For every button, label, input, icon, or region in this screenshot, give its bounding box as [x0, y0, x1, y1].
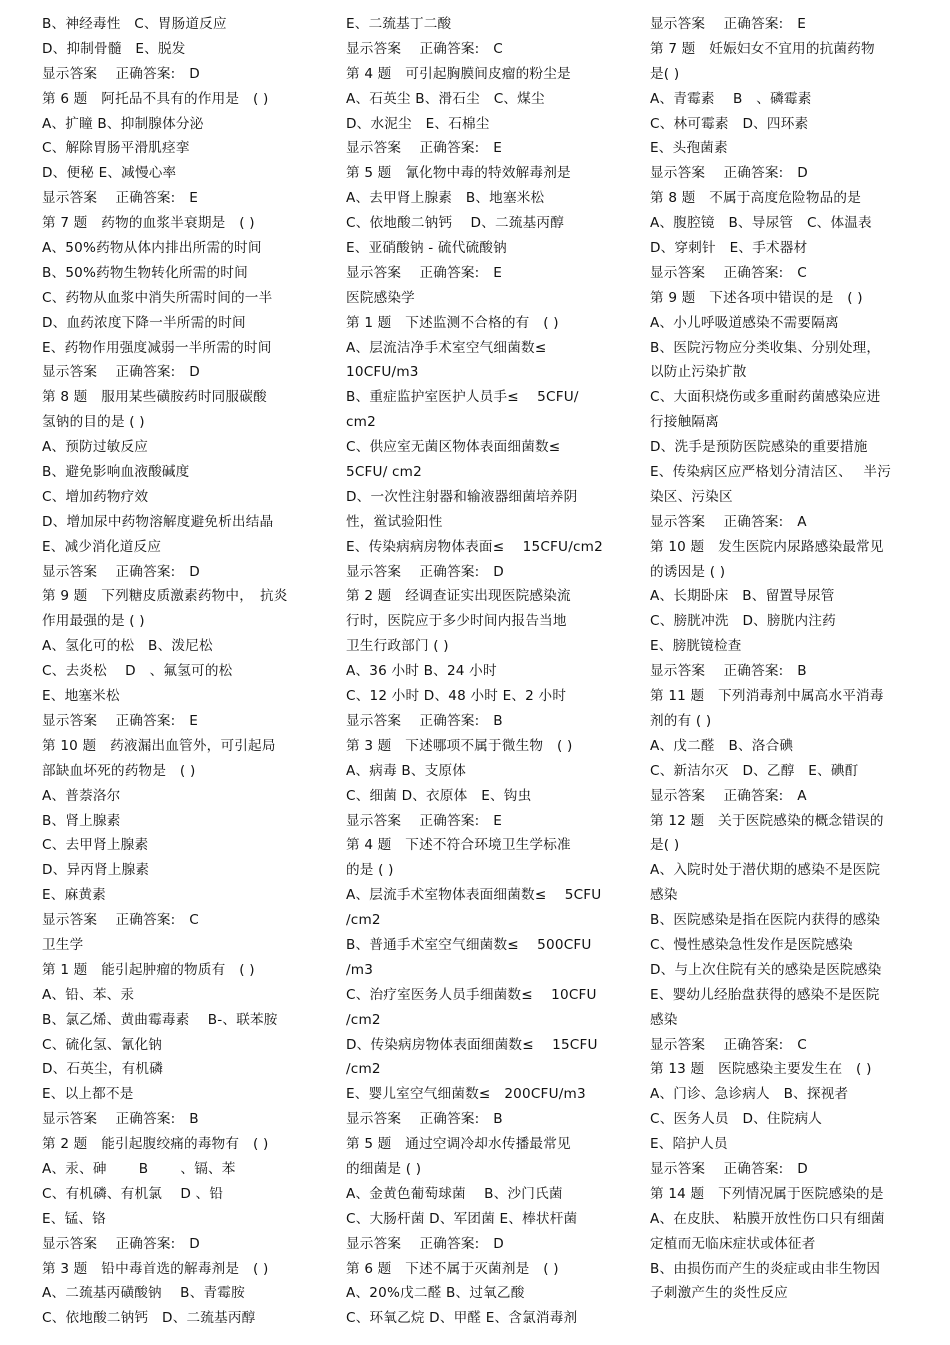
- text-line: B、50%药物生物转化所需的时间: [42, 264, 248, 281]
- text-line: E、亚硝酸钠 - 硫代硫酸钠: [346, 240, 507, 257]
- text-line: D、穿刺针 E、手术器材: [650, 240, 808, 257]
- text-line: 卫生行政部门 ( ): [346, 638, 449, 655]
- text-line: E、传染病区应严格划分清洁区、 半污: [650, 464, 892, 481]
- text-line: 第 7 题 药物的血浆半衰期是 ( ): [42, 215, 255, 232]
- text-line: 第 1 题 下述监测不合格的有 ( ): [346, 314, 559, 331]
- text-line: B、氯乙烯、黄曲霉毒素 B-、联苯胺: [42, 1011, 278, 1028]
- text-line: B、重症监护室医护人员手≤ 5CFU∕: [346, 389, 579, 406]
- text-line: A、汞、砷 B 、镉、苯: [42, 1160, 236, 1177]
- text-line: 第 5 题 通过空调冷却水传播最常见: [346, 1136, 571, 1153]
- text-line: A、青霉素 B 、磷霉素: [650, 90, 812, 107]
- text-line: B、医院污物应分类收集、分别处理，: [650, 339, 881, 356]
- text-line: B、避免影响血液酸碱度: [42, 464, 190, 481]
- text-line: A、50%药物从体内排出所需的时间: [42, 240, 262, 257]
- text-line: D、血药浓度下降一半所需的时间: [42, 314, 246, 331]
- text-line: E、头孢菌素: [650, 140, 728, 157]
- text-line: 行接触隔离: [650, 414, 719, 431]
- text-line: C、膀胱冲洗 D、膀胱内注药: [650, 613, 836, 630]
- text-line: 剂的有 ( ): [650, 712, 712, 729]
- text-line: 第 4 题 下述不符合环境卫生学标准: [346, 837, 571, 854]
- text-line: 显示答案 正确答案: E: [42, 190, 199, 207]
- text-line: C、大面积烧伤或多重耐药菌感染应进: [650, 389, 881, 406]
- text-line: B、肾上腺素: [42, 812, 121, 829]
- text-line: C、治疗室医务人员手细菌数≤ 10CFU: [346, 986, 597, 1003]
- text-line: A、病毒 B、支原体: [346, 762, 467, 779]
- text-line: 是( ): [650, 837, 680, 854]
- text-line: 以防止污染扩散: [650, 364, 747, 381]
- text-line: D、增加尿中药物溶解度避免析出结晶: [42, 513, 274, 530]
- text-line: 显示答案 正确答案: C: [650, 1036, 807, 1053]
- text-line: 显示答案 正确答案: D: [42, 364, 200, 381]
- text-line: 第 5 题 氰化物中毒的特效解毒剂是: [346, 165, 571, 182]
- text-line: D、异丙肾上腺素: [42, 862, 150, 879]
- text-line: A、戊二醛 B、洛合碘: [650, 737, 794, 754]
- text-line: D、传染病房物体表面细菌数≤ 15CFU: [346, 1036, 598, 1053]
- text-line: 第 10 题 发生医院内尿路感染最常见: [650, 538, 884, 555]
- text-line: B、医院感染是指在医院内获得的感染: [650, 912, 881, 929]
- text-line: 10CFU∕m3: [346, 364, 419, 381]
- text-line: 显示答案 正确答案: D: [346, 1235, 504, 1252]
- text-line: A、层流手术室物体表面细菌数≤ 5CFU: [346, 887, 602, 904]
- text-line: D、抑制骨髓 E、脱发: [42, 40, 186, 57]
- text-line: E、减少消化道反应: [42, 538, 162, 555]
- text-line: E、二巯基丁二酸: [346, 16, 452, 32]
- text-line: 显示答案 正确答案: E: [650, 16, 807, 32]
- text-line: ∕m3: [346, 961, 374, 978]
- text-line: 5CFU∕ cm2: [346, 464, 422, 481]
- text-line: 显示答案 正确答案: A: [650, 787, 807, 804]
- text-line: A、金黄色葡萄球菌 B、沙门氏菌: [346, 1185, 563, 1202]
- text-line: 第 7 题 妊娠妇女不宜用的抗菌药物: [650, 40, 875, 57]
- text-line: B、神经毒性 C、胃肠道反应: [42, 16, 227, 32]
- text-line: 感染: [650, 887, 678, 904]
- text-line: E、传染病病房物体表面≤ 15CFU∕cm2: [346, 538, 603, 555]
- text-line: 第 6 题 阿托品不具有的作用是 ( ): [42, 90, 269, 107]
- text-line: C、依地酸二钠钙 D、二巯基丙醇: [346, 215, 564, 232]
- text-line: A、普萘洛尔: [42, 787, 121, 804]
- text-line: B、由损伤而产生的炎症或由非生物因: [650, 1260, 881, 1277]
- text-line: E、锰、铬: [42, 1210, 106, 1227]
- text-line: ∕cm2: [346, 1011, 381, 1028]
- text-line: 显示答案 正确答案: D: [42, 563, 200, 580]
- text-line: 显示答案 正确答案: C: [42, 912, 199, 929]
- text-line: 作用最强的是 ( ): [42, 613, 145, 630]
- column-right: [650, 12, 942, 1306]
- text-line: 显示答案 正确答案: B: [650, 663, 807, 680]
- text-line: 第 1 题 能引起肿瘤的物质有 ( ): [42, 961, 255, 978]
- text-line: E、地塞米松: [42, 688, 120, 705]
- text-line: 是( ): [650, 65, 680, 82]
- text-line: 显示答案 正确答案: E: [346, 140, 503, 157]
- text-line: 显示答案 正确答案: C: [346, 40, 503, 57]
- text-line: C、林可霉素 D、四环素: [650, 115, 809, 132]
- text-line: 医院感染学: [346, 289, 415, 306]
- text-line: D、水泥尘 E、石棉尘: [346, 115, 490, 132]
- text-line: 显示答案 正确答案: D: [42, 65, 200, 82]
- text-line: 第 11 题 下列消毒剂中属高水平消毒: [650, 688, 884, 705]
- text-line: A、预防过敏反应: [42, 439, 149, 456]
- text-line: 行时，医院应于多少时间内报告当地: [346, 613, 567, 630]
- text-line: A、扩瞳 B、抑制腺体分泌: [42, 115, 204, 132]
- text-line: C、依地酸二钠钙 D、二巯基丙醇: [42, 1310, 256, 1327]
- text-line: 显示答案 正确答案: E: [42, 712, 199, 729]
- text-line: A、铅、苯、汞: [42, 986, 135, 1003]
- text-line: 定植而无临床症状或体征者: [650, 1235, 816, 1252]
- text-line: 第 6 题 下述不属于灭菌剂是 ( ): [346, 1260, 559, 1277]
- text-line: C、新洁尔灭 D、乙醇 E、碘酊: [650, 762, 859, 779]
- text-line: E、陪护人员: [650, 1136, 728, 1153]
- text-line: 第 9 题 下述各项中错误的是 ( ): [650, 289, 863, 306]
- text-line: 第 10 题 药液漏出血管外，可引起局: [42, 737, 276, 754]
- text-line: 显示答案 正确答案: B: [346, 1111, 503, 1128]
- text-line: 显示答案 正确答案: D: [42, 1235, 200, 1252]
- text-line: 第 8 题 不属于高度危险物品的是: [650, 190, 862, 207]
- text-line: 子刺激产生的炎性反应: [650, 1285, 788, 1302]
- column-middle: [346, 12, 638, 1331]
- column-left: [42, 12, 334, 1331]
- text-line: 的是 ( ): [346, 862, 394, 879]
- text-line: C、去甲肾上腺素: [42, 837, 149, 854]
- text-line: 感染: [650, 1011, 678, 1028]
- text-line: A、36 小时 B、24 小时: [346, 663, 497, 680]
- text-line: 显示答案 正确答案: E: [346, 264, 503, 281]
- text-line: 显示答案 正确答案: B: [346, 712, 503, 729]
- text-line: D、便秘 E、减慢心率: [42, 165, 177, 182]
- text-line: 显示答案 正确答案: C: [650, 264, 807, 281]
- text-line: 染区、污染区: [650, 488, 733, 505]
- text-line: 第 4 题 可引起胸膜间皮瘤的粉尘是: [346, 65, 571, 82]
- text-line: 第 8 题 服用某些磺胺药时同服碳酸: [42, 389, 267, 406]
- text-line: A、小儿呼吸道感染不需要隔离: [650, 314, 839, 331]
- text-line: 第 3 题 铅中毒首选的解毒剂是 ( ): [42, 1260, 269, 1277]
- text-line: E、药物作用强度减弱一半所需的时间: [42, 339, 272, 356]
- text-line: 第 13 题 医院感染主要发生在 ( ): [650, 1061, 872, 1078]
- text-line: C、细菌 D、衣原体 E、钩虫: [346, 787, 532, 804]
- text-line: E、婴儿室空气细菌数≤ 200CFU∕m3: [346, 1086, 586, 1103]
- text-line: cm2: [346, 414, 376, 431]
- text-line: D、与上次住院有关的感染是医院感染: [650, 961, 882, 978]
- text-line: E、膀胱镜检查: [650, 638, 742, 655]
- text-line: C、解除胃肠平滑肌痉挛: [42, 140, 190, 157]
- text-line: C、环氧乙烷 D、甲醛 E、含氯消毒剂: [346, 1310, 578, 1327]
- text-line: D、一次性注射器和输液器细菌培养阴: [346, 488, 578, 505]
- text-line: 部缺血坏死的药物是 ( ): [42, 762, 196, 779]
- text-line: 的细菌是 ( ): [346, 1160, 422, 1177]
- text-line: 显示答案 正确答案: A: [650, 513, 807, 530]
- text-line: E、婴幼儿经胎盘获得的感染不是医院: [650, 986, 880, 1003]
- text-line: 显示答案 正确答案: D: [650, 1160, 808, 1177]
- text-line: A、长期卧床 B、留置导尿管: [650, 588, 835, 605]
- text-line: 第 12 题 关于医院感染的概念错误的: [650, 812, 884, 829]
- text-line: E、以上都不是: [42, 1086, 134, 1103]
- text-line: 第 2 题 经调查证实出现医院感染流: [346, 588, 571, 605]
- text-line: 第 3 题 下述哪项不属于微生物 ( ): [346, 737, 573, 754]
- text-line: ∕cm2: [346, 1061, 381, 1078]
- text-line: 性，鲎试验阳性: [346, 513, 443, 530]
- text-line: A、氢化可的松 B、泼尼松: [42, 638, 213, 655]
- text-line: 显示答案 正确答案: B: [42, 1111, 199, 1128]
- text-line: C、硫化氢、氰化钠: [42, 1036, 163, 1053]
- text-line: C、增加药物疗效: [42, 488, 149, 505]
- text-line: E、麻黄素: [42, 887, 106, 904]
- text-line: C、药物从血浆中消失所需时间的一半: [42, 289, 273, 306]
- text-line: D、石英尘，有机磷: [42, 1061, 164, 1078]
- text-line: 显示答案 正确答案: D: [650, 165, 808, 182]
- text-line: C、慢性感染急性发作是医院感染: [650, 936, 853, 953]
- text-line: 第 14 题 下列情况属于医院感染的是: [650, 1185, 884, 1202]
- text-line: A、去甲肾上腺素 B、地塞米松: [346, 190, 545, 207]
- text-line: C、医务人员 D、住院病人: [650, 1111, 823, 1128]
- text-line: A、入院时处于潜伏期的感染不是医院: [650, 862, 881, 879]
- text-line: ∕cm2: [346, 912, 381, 929]
- text-line: C、12 小时 D、48 小时 E、2 小时: [346, 688, 567, 705]
- text-line: C、供应室无菌区物体表面细菌数≤: [346, 439, 561, 456]
- text-line: A、二巯基丙磺酸钠 B、青霉胺: [42, 1285, 245, 1302]
- text-line: A、门诊、急诊病人 B、探视者: [650, 1086, 849, 1103]
- text-line: C、有机磷、有机氯 D 、铅: [42, 1185, 224, 1202]
- text-line: D、洗手是预防医院感染的重要措施: [650, 439, 868, 456]
- text-line: 的诱因是 ( ): [650, 563, 726, 580]
- text-line: A、石英尘 B、滑石尘 C、煤尘: [346, 90, 545, 107]
- text-line: C、大肠杆菌 D、军团菌 E、棒状杆菌: [346, 1210, 578, 1227]
- text-line: 显示答案 正确答案: E: [346, 812, 503, 829]
- text-line: A、层流洁净手术室空气细菌数≤: [346, 339, 547, 356]
- text-line: C、去炎松 D 、氟氢可的松: [42, 663, 233, 680]
- text-line: 卫生学: [42, 936, 84, 953]
- text-line: 显示答案 正确答案: D: [346, 563, 504, 580]
- text-line: A、20%戊二醛 B、过氧乙酸: [346, 1285, 525, 1302]
- text-line: 氢钠的目的是 ( ): [42, 414, 145, 431]
- text-line: 第 2 题 能引起腹绞痛的毒物有 ( ): [42, 1136, 269, 1153]
- text-line: A、在皮肤、 粘膜开放性伤口只有细菌: [650, 1210, 885, 1227]
- text-line: 第 9 题 下列糖皮质激素药物中， 抗炎: [42, 588, 288, 605]
- text-line: B、普通手术室空气细菌数≤ 500CFU: [346, 936, 592, 953]
- text-line: A、腹腔镜 B、导尿管 C、体温表: [650, 215, 872, 232]
